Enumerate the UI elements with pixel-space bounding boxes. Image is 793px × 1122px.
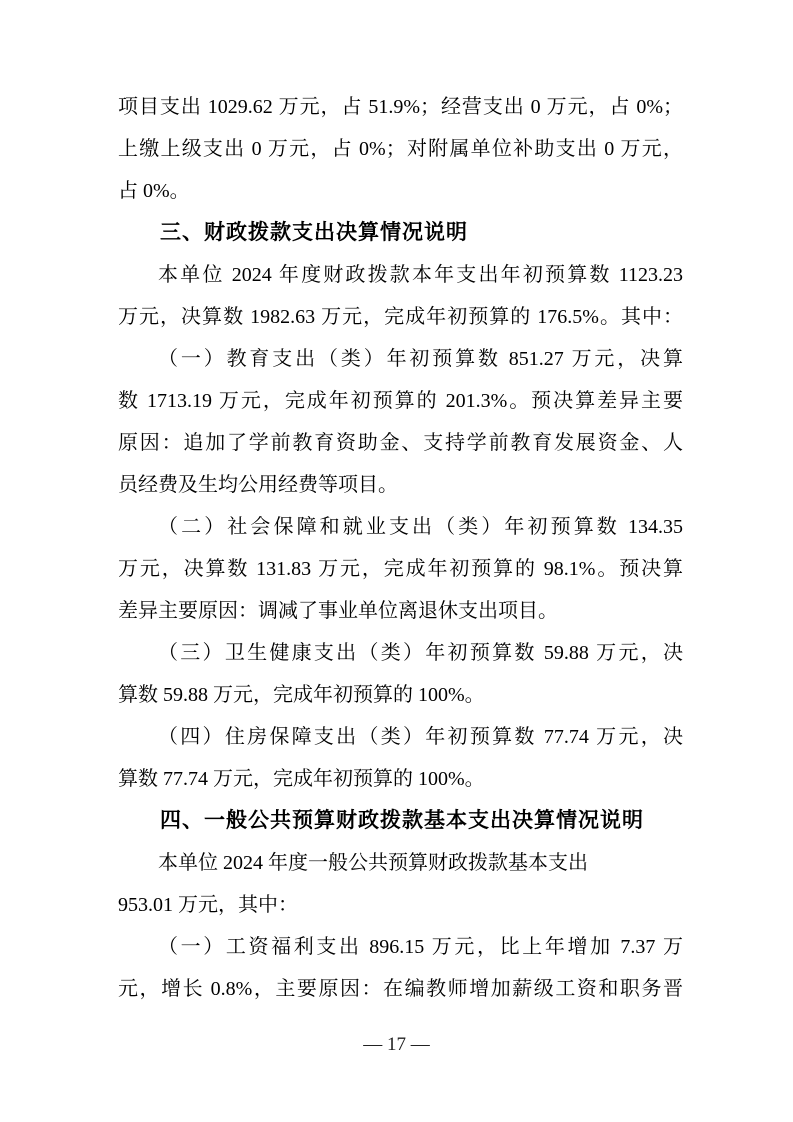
- section-3-intro-paragraph: [118, 254, 683, 338]
- text-line: 万元，决算数 131.83 万元，完成年初预算的 98.1%。预决算: [118, 558, 683, 580]
- section-4: [118, 800, 683, 1010]
- page-number: — 17 —: [363, 1034, 430, 1055]
- text-line: （一）工资福利支出 896.15 万元，比上年增加 7.37 万: [158, 936, 683, 958]
- section-3-item-4-paragraph: [118, 716, 683, 800]
- text-line: 差异主要原因：调减了事业单位离退休支出项目。: [118, 600, 558, 622]
- section-4-intro-paragraph: [118, 842, 683, 926]
- text-line: 本单位 2024 年度财政拨款本年支出年初预算数 1123.23: [158, 264, 683, 286]
- section-3-item-2-paragraph: [118, 506, 683, 632]
- section-3-item-1-paragraph: [118, 338, 683, 506]
- text-line: 953.01 万元，其中：: [118, 894, 298, 916]
- text-line: 原因：追加了学前教育资助金、支持学前教育发展资金、人: [118, 432, 683, 454]
- text-line: 上缴上级支出 0 万元，占 0%；对附属单位补助支出 0 万元，: [118, 138, 683, 160]
- page-body-text: [118, 86, 683, 1010]
- section-3: [118, 212, 683, 800]
- text-line: 员经费及生均公用经费等项目。: [118, 474, 398, 496]
- section-3-item-3-paragraph: [118, 632, 683, 716]
- text-line: 数 1713.19 万元，完成年初预算的 201.3%。预决算差异主要: [118, 390, 683, 412]
- text-line: （一）教育支出（类）年初预算数 851.27 万元，决算: [158, 348, 683, 370]
- section-3-heading: 三、财政拨款支出决算情况说明: [160, 221, 468, 244]
- section-4-heading: 四、一般公共预算财政拨款基本支出决算情况说明: [160, 809, 644, 832]
- page-footer: [0, 1031, 793, 1059]
- text-line: 元，增长 0.8%，主要原因：在编教师增加薪级工资和职务晋: [118, 978, 683, 1000]
- text-line: （二）社会保障和就业支出（类）年初预算数 134.35: [158, 516, 683, 538]
- section-4-item-1-paragraph: [118, 926, 683, 1010]
- text-line: 占 0%。: [118, 180, 190, 202]
- text-line: 算数 59.88 万元，完成年初预算的 100%。: [118, 684, 485, 706]
- text-line: 万元，决算数 1982.63 万元，完成年初预算的 176.5%。其中：: [118, 306, 683, 328]
- text-line: （三）卫生健康支出（类）年初预算数 59.88 万元，决: [158, 642, 683, 664]
- text-line: 项目支出 1029.62 万元，占 51.9%；经营支出 0 万元，占 0%；: [118, 96, 683, 118]
- paragraph-carryover: [118, 86, 683, 212]
- text-line: （四）住房保障支出（类）年初预算数 77.74 万元，决: [158, 726, 683, 748]
- text-line: 本单位 2024 年度一般公共预算财政拨款基本支出: [158, 852, 588, 874]
- text-line: 算数 77.74 万元，完成年初预算的 100%。: [118, 768, 485, 790]
